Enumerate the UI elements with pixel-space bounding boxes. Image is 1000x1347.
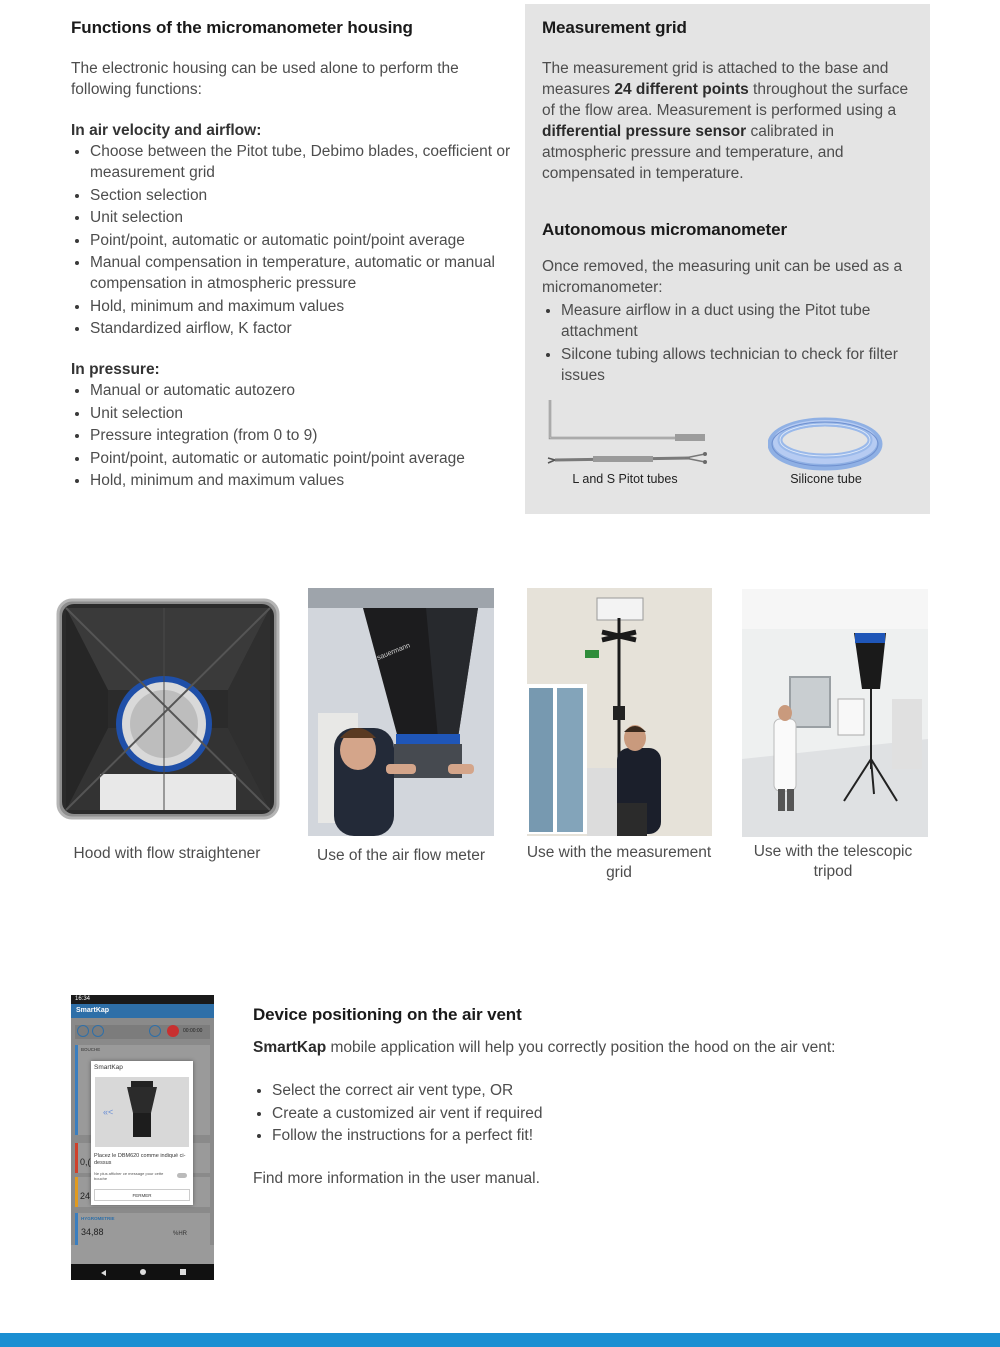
list-item: Follow the instructions for a perfect fit!: [253, 1125, 873, 1146]
recents-icon[interactable]: [180, 1269, 186, 1275]
dialog-close-button[interactable]: FERMER: [94, 1189, 190, 1201]
list-item: Manual or automatic autozero: [71, 380, 511, 401]
status-bar: 16:34: [71, 995, 214, 1004]
list-item: Section selection: [71, 185, 511, 206]
list-item: Hold, minimum and maximum values: [71, 296, 511, 317]
measurement-grid-photo: [527, 588, 712, 836]
grid-caption: Use with the measurement grid: [526, 844, 712, 881]
functions-title: Functions of the micromanometer housing: [71, 18, 413, 37]
list-item: Silcone tubing allows technician to check for filter issues: [542, 344, 920, 386]
hygro-value: 34,88: [81, 1227, 104, 1237]
record-icon: [167, 1025, 179, 1037]
auto-title: Autonomous micromanometer: [542, 220, 787, 239]
timer: 00:00:00: [183, 1028, 203, 1034]
list-item: Measure airflow in a duct using the Pitot tube attachment: [542, 300, 920, 342]
section-label: BOUCHE: [81, 1047, 101, 1052]
hood-caption: Hood with flow straightener: [73, 845, 261, 862]
tripod-photo: [742, 589, 928, 837]
list-item: Hold, minimum and maximum values: [71, 470, 511, 491]
tripod-caption: Use with the telescopic tripod: [753, 843, 913, 880]
footer-bar: [0, 1333, 1000, 1347]
home-nav-icon[interactable]: [140, 1269, 146, 1275]
dialog-title: SmartKap: [94, 1064, 123, 1071]
smartkap-phone-screenshot: 16:34 SmartKap 00:00:00 BOUCHE 0,( 24 HYGROMETRIE 34,88 %HR SmartKap «< Placez le DBM620 comme indiqué ci-dessus Ne plus afficher ce message pour cette bouche FERMER: [71, 995, 214, 1280]
silicone-tube-image: [768, 416, 883, 471]
list-item: Manual compensation in temperature, automatic or manual compensation in atmospheric pressure: [71, 252, 511, 294]
auto-intro: Once removed, the measuring unit can be used as a micromanometer:: [542, 258, 903, 296]
pressure-heading: In pressure:: [71, 361, 160, 378]
list-item: Point/point, automatic or automatic point/point average: [71, 448, 511, 469]
hood-photo: [52, 596, 284, 822]
functions-intro: The electronic housing can be used alone to perform the following functions:: [71, 60, 459, 98]
list-item: Unit selection: [71, 403, 511, 424]
app-title: Device positioning on the air vent: [253, 1005, 522, 1024]
auto-list: [542, 300, 920, 386]
dialog-illustration: «<: [95, 1077, 189, 1147]
app-section: [253, 1005, 873, 1189]
dialog-text: Placez le DBM620 comme indiqué ci-dessus: [94, 1153, 186, 1166]
list-item: Standardized airflow, K factor: [71, 318, 511, 339]
velocity-list: [71, 141, 511, 339]
brand-label: sauermann: [376, 642, 412, 662]
list-item: Unit selection: [71, 207, 511, 228]
list-item: Choose between the Pitot tube, Debimo blades, coefficient or measurement grid: [71, 141, 511, 183]
silicone-caption: Silicone tube: [790, 472, 862, 486]
pitot-tubes-image: [545, 396, 710, 471]
velocity-heading: In air velocity and airflow:: [71, 122, 262, 139]
list-item: Pressure integration (from 0 to 9): [71, 425, 511, 446]
pitot-caption: L and S Pitot tubes: [572, 472, 678, 486]
app-intro: SmartKap mobile application will help you correctly position the hood on the air vent:: [253, 1039, 836, 1056]
app-header: SmartKap: [71, 1004, 214, 1018]
airflow-caption: Use of the air flow meter: [317, 847, 485, 864]
pause-icon: [149, 1025, 161, 1037]
functions-section: [71, 18, 511, 493]
list-item: Select the correct air vent type, OR: [253, 1080, 873, 1101]
list-item: Point/point, automatic or automatic point/point average: [71, 230, 511, 251]
app-outro: Find more information in the user manual.: [253, 1170, 540, 1187]
grid-title: Measurement grid: [542, 18, 687, 37]
hygro-label: HYGROMETRIE: [81, 1216, 115, 1221]
dialog-checkbox-label: Ne plus afficher ce message pour cette bouche: [94, 1171, 164, 1181]
app-list: [253, 1080, 873, 1146]
pressure-list: [71, 380, 511, 491]
chart-icon: [92, 1025, 104, 1037]
hygro-unit: %HR: [173, 1231, 188, 1237]
airflow-meter-photo: [308, 588, 494, 836]
info-panel: [525, 4, 930, 514]
dialog-toggle[interactable]: [177, 1173, 187, 1178]
home-icon: [77, 1025, 89, 1037]
grid-text: The measurement grid is attached to the base and measures 24 different points throughout the surface of the flow area. Measurement is performed using a differential pressure sensor calibrated in atmospheric pressure and temperature, and compensated in temperature.: [542, 60, 909, 182]
dialog: [91, 1061, 193, 1205]
list-item: Create a customized air vent if required: [253, 1103, 873, 1124]
back-icon[interactable]: [101, 1270, 106, 1276]
